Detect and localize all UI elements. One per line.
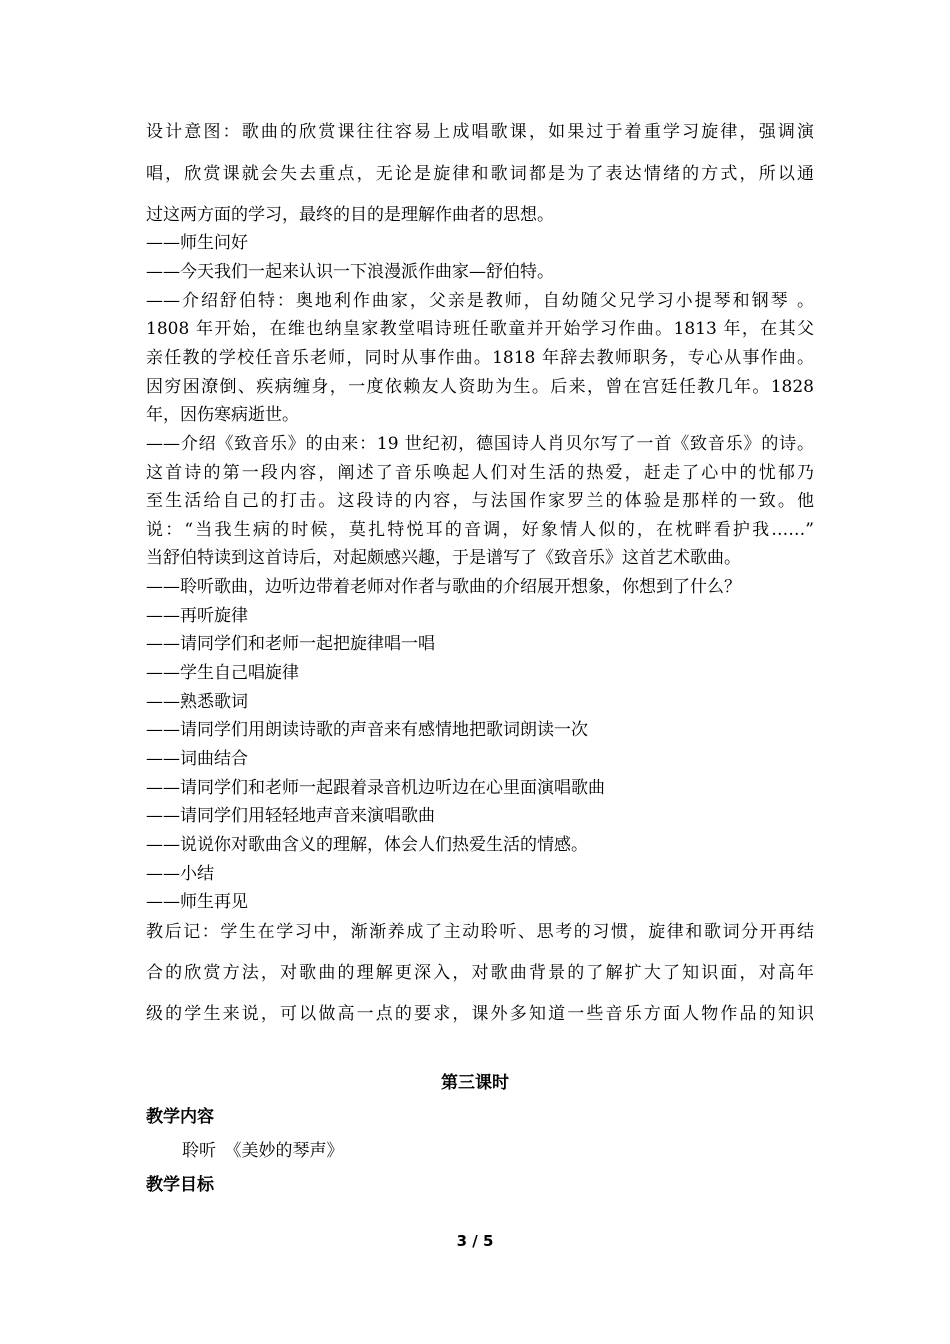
step-line: 1808 年开始，在维也纳皇家教堂唱诗班任歌童并开始学习作曲。1813 年，在其父 (146, 319, 814, 339)
step-line: ——学生自己唱旋律 (146, 663, 299, 683)
step-line: ——请同学们用轻轻地声音来演唱歌曲 (146, 806, 435, 826)
design-intent-line: 设计意图：歌曲的欣赏课往往容易上成唱歌课，如果过于着重学习旋律，强调演 (146, 122, 814, 142)
step-line: 当舒伯特读到这首诗后，对起颇感兴趣，于是谱写了《致音乐》这首艺术歌曲。 (146, 548, 741, 568)
teaching-goals-heading: 教学目标 (146, 1175, 214, 1195)
step-line: 因穷困潦倒、疾病缠身，一度依赖友人资助为生。后来，曾在宫廷任教几年。1828 (146, 377, 814, 397)
step-line: 说：“当我生病的时候，莫扎特悦耳的音调，好象情人似的，在枕畔看护我……” (146, 520, 814, 540)
step-line: ——今天我们一起来认识一下浪漫派作曲家—舒伯特。 (146, 262, 554, 282)
step-line: ——师生问好 (146, 233, 248, 253)
step-line: ——请同学们用朗读诗歌的声音来有感情地把歌词朗读一次 (146, 720, 588, 740)
teaching-content-item: 聆听 《美妙的琴声》 (182, 1141, 344, 1161)
page-number: 3 / 5 (456, 1232, 494, 1250)
step-line: ——说说你对歌曲含义的理解，体会人们热爱生活的情感。 (146, 835, 588, 855)
step-line: ——词曲结合 (146, 749, 248, 769)
step-line: ——小结 (146, 864, 214, 884)
step-line: 亲任教的学校任音乐老师，同时从事作曲。1818 年辞去教师职务，专心从事作曲。 (146, 348, 814, 368)
step-line: ——介绍舒伯特：奥地利作曲家，父亲是教师，自幼随父兄学习小提琴和钢琴 。 (146, 291, 814, 311)
reflection-line: 合的欣赏方法，对歌曲的理解更深入，对歌曲背景的了解扩大了知识面，对高年 (146, 963, 814, 983)
teaching-content-heading: 教学内容 (146, 1107, 214, 1127)
step-line: 至生活给自己的打击。这段诗的内容，与法国作家罗兰的体验是那样的一致。他 (146, 491, 814, 511)
step-line: ——再听旋律 (146, 606, 248, 626)
step-line: ——介绍《致音乐》的由来：19 世纪初，德国诗人肖贝尔写了一首《致音乐》的诗。 (146, 434, 814, 454)
step-line: 这首诗的第一段内容，阐述了音乐唤起人们对生活的热爱，赶走了心中的忧郁乃 (146, 463, 814, 483)
reflection-line: 级的学生来说，可以做高一点的要求，课外多知道一些音乐方面人物作品的知识 (146, 1004, 814, 1024)
reflection-line: 教后记：学生在学习中，渐渐养成了主动聆听、思考的习惯，旋律和歌词分开再结 (146, 922, 814, 942)
design-intent-line: 唱，欣赏课就会失去重点，无论是旋律和歌词都是为了表达情绪的方式，所以通 (146, 164, 814, 184)
step-line: 年，因伤寒病逝世。 (146, 405, 299, 425)
step-line: ——请同学们和老师一起把旋律唱一唱 (146, 634, 435, 654)
step-line: ——熟悉歌词 (146, 692, 248, 712)
design-intent-line: 过这两方面的学习，最终的目的是理解作曲者的思想。 (146, 205, 554, 225)
step-line: ——请同学们和老师一起跟着录音机边听边在心里面演唱歌曲 (146, 778, 605, 798)
step-line: ——师生再见 (146, 892, 248, 912)
lesson-title: 第三课时 (441, 1073, 509, 1093)
step-line: ——聆听歌曲，边听边带着老师对作者与歌曲的介绍展开想象，你想到了什么？ (146, 577, 741, 597)
